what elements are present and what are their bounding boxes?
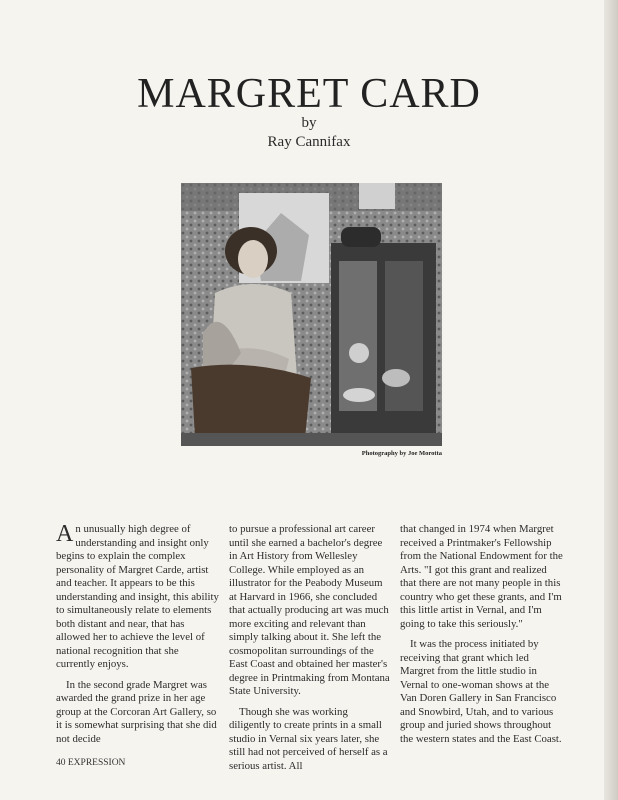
byline-by: by [301,115,317,131]
byline [0,114,618,152]
text-column-1 [56,523,219,753]
magazine-name: EXPRESSION [67,758,126,768]
intro-paragraph [56,523,219,672]
paragraph: to pursue a professional art career until she earned a bachelor's degree in Art History from Wellesley College. While employed as an illustrator for the Peabody Museum at Harvard in 1966, she concluded that actually producing art was much more exciting and relevant than simply talking about it. She left the cosmopolitan surroundings of the East Coast and obtained her master's degree in Printmaking from Montana State University. [229,523,390,697]
photo-caption: Photography by Joe Morotta [361,450,442,457]
text-column-2 [229,523,391,780]
article-title: MARGRET CARD [137,71,481,117]
page-footer [56,758,125,768]
paragraph: Though she was working diligently to create prints in a small studio in Vernal six years later, she still had not perceived of herself as a serious artist. All [229,705,388,772]
byline-author: Ray Cannifax [267,134,351,150]
intro-text: n unusually high degree of understanding and insight only begins to explain the complex personality of Margret Carde, artist and teacher. It appears to be this understanding and insight, this ability to simultaneously relate to elements both distant and near, that has allowed her to achieve the level of national recognition that she currently enjoys. [56,523,219,670]
portrait-photo [181,183,442,446]
paragraph: that changed in 1974 when Margret received a Printmaker's Fellowship from the National Endowment for the Arts. "I got this grant and realized that there are not many people in this country who get these grants, and I'm this little artist in Vernal, and I'm going to take this seriously." [400,523,563,630]
text-column-3 [400,523,563,753]
paragraph: It was the process initiated by receiving that grant which led Margret from the little studio in Vernal to one-woman shows at the Van Doren Gallery in San Francisco and Snowbird, Utah, and to various group and juried shows throughout the western states and the East Coast. [400,638,562,745]
paragraph: In the second grade Margret was awarded the grand prize in her age group at the Corcoran Art Gallery, so it is somewhat surprising that she did not decide [56,678,217,745]
page-number: 40 [56,758,66,768]
portrait-photo-illustration [181,183,442,446]
drop-cap: A [56,521,74,547]
